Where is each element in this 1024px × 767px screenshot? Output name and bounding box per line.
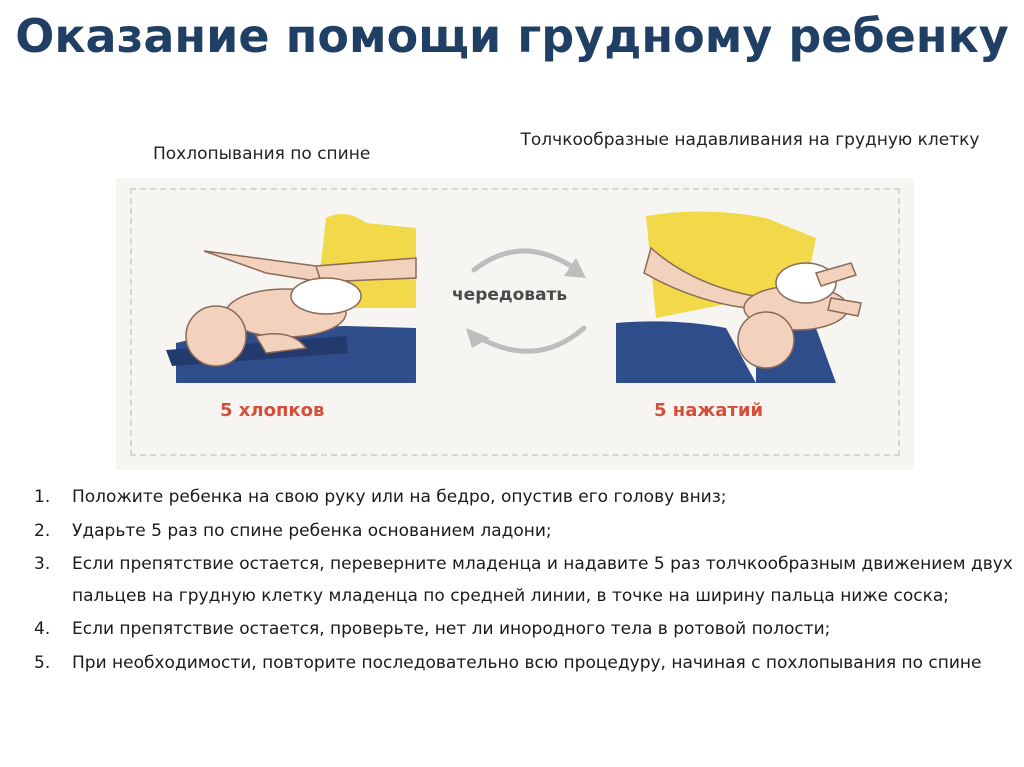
caption-back-blows: Похлопывания по спине: [153, 144, 371, 164]
step-text: Если препятствие остается, переверните младенца и надавите 5 раз толчкообразным движением двух пальцев на грудную клетку младенца по средней линии, в точке на ширину пальца ниже соска;: [72, 554, 1013, 606]
list-item: [34, 614, 1018, 646]
list-item: [34, 482, 1018, 514]
step-number: 4.: [34, 619, 51, 639]
infant-first-aid-illustration: [116, 178, 914, 470]
instruction-steps: [34, 482, 1018, 681]
chest-thrusts-illustration: [616, 211, 861, 383]
step-text: Ударьте 5 раз по спине ребенка основанием ладони;: [72, 520, 552, 541]
step-text: При необходимости, повторите последовательно всю процедуру, начиная с похлопывания по спине: [72, 652, 982, 673]
alternate-label: чередовать: [452, 285, 568, 305]
caption-chest-thrusts: Толчкообразные надавливания на грудную клетку: [520, 130, 980, 150]
arrow-head-bottom: [466, 328, 490, 348]
back-blows-count-label: 5 хлопков: [220, 400, 325, 421]
step-number: 2.: [34, 520, 51, 541]
illustration-svg: [116, 178, 914, 470]
step-number: 3.: [34, 554, 51, 574]
step-text: Если препятствие остается, проверьте, нет ли инородного тела в ротовой полости;: [72, 619, 831, 639]
chest-thrusts-count-label: 5 нажатий: [654, 400, 764, 421]
list-item: [34, 516, 1018, 548]
list-item: [34, 549, 1018, 612]
step-number: 1.: [34, 487, 51, 507]
list-item: [34, 648, 1018, 680]
back-blows-illustration: [166, 214, 416, 383]
step-text: Положите ребенка на свою руку или на бедро, опустив его голову вниз;: [72, 487, 727, 507]
page-title: Оказание помощи грудному ребенку: [15, 9, 1009, 63]
step-number: 5.: [34, 652, 51, 673]
